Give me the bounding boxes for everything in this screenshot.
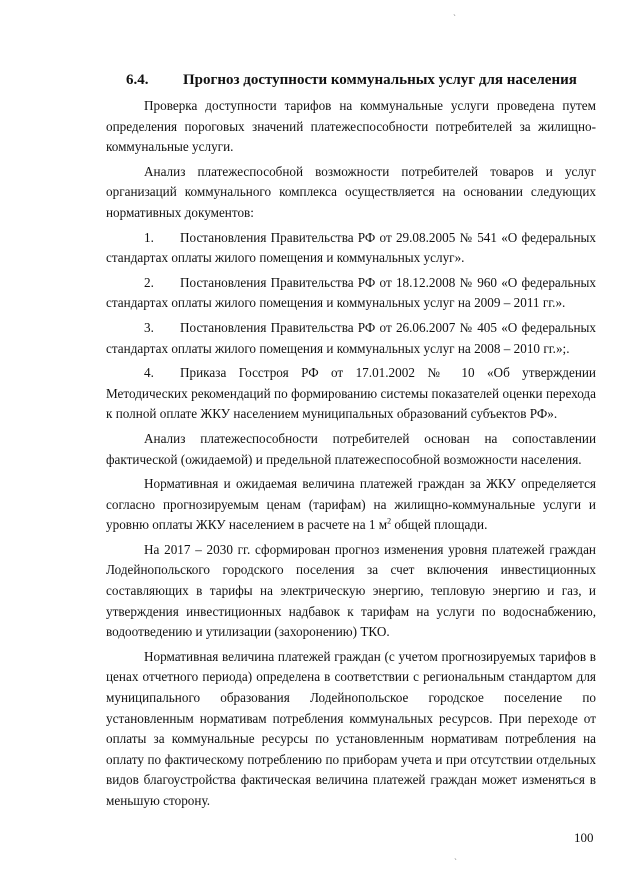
scan-mark-bottom: ˋ [454, 857, 457, 867]
paragraph-4 [106, 474, 596, 536]
paragraph-6: Нормативная величина платежей граждан (с учетом прогнозируемых тарифов в ценах отчетного периода) определена в соответствии с региональным стандартом для муниципального образования Лодейнопольское городское поселение по установленным нормативам потребления коммунальных ресурсов. При переходе от оплаты за коммунальные ресурсы по установленным нормативам потребления на оплату по фактическому потреблению по приборам учета и при отсутствии отдельных видов благоустройства фактическая величина платежей граждан может изменяться в меньшую сторону. [106, 648, 596, 808]
section-number: 6.4. [126, 72, 149, 88]
list-item-text: Постановления Правительства РФ от 29.08.2005 № 541 «О федеральных стандартах оплаты жилого помещения и коммунальных услуг». [106, 229, 596, 266]
list-item [106, 273, 596, 314]
paragraph-1: Проверка доступности тарифов на коммунальные услуги проведена путем определения пороговых значений платежеспособности потребителей за жилищно-коммунальные услуги. [106, 98, 596, 155]
section-heading [126, 71, 596, 89]
list-item-text: Постановления Правительства РФ от 26.06.2007 № 405 «О федеральных стандартах оплаты жилого помещения и коммунальных услуг на 2008 – 2010 гг.»;. [106, 319, 596, 356]
list-item [106, 318, 596, 359]
paragraph-3: Анализ платежеспособности потребителей основан на сопоставлении фактической (ожидаемой) и предельной платежеспособной возможности населения. [106, 430, 596, 467]
section-title: Прогноз доступности коммунальных услуг для населения [183, 72, 577, 88]
scan-mark-top: ˋ [453, 13, 456, 23]
paragraph-4-tail: общей площади. [391, 517, 488, 533]
list-item [106, 228, 596, 269]
document-body [106, 96, 596, 812]
list-item [106, 363, 596, 425]
paragraph-5: На 2017 – 2030 гг. сформирован прогноз изменения уровня платежей граждан Лодейнопольского городского поселения за счет включения инвестиционных составляющих в тарифы на электрическую энергию, тепловую энергию и газ, и утверждения инвестиционных надбавок к тарифам на услуги по водоснабжению, водоотведению и утилизации (захоронению) ТКО. [106, 541, 596, 640]
list-item-number: 2. [144, 274, 154, 290]
documents-list [106, 228, 596, 425]
page-number: 100 [574, 830, 594, 845]
superscript-square: 2 [387, 516, 392, 526]
paragraph-4-text: Нормативная и ожидаемая величина платежей граждан за ЖКУ определяется согласно прогнозируемым ценам (тарифам) на жилищно-коммунальные услуги и уровню оплаты ЖКУ населением в расчете на 1 м [106, 476, 596, 533]
list-item-number: 4. [144, 365, 154, 381]
list-item-number: 3. [144, 319, 154, 335]
list-item-text: Постановления Правительства РФ от 18.12.2008 № 960 «О федеральных стандартах оплаты жилого помещения и коммунальных услуг на 2009 – 2011 гг.». [106, 274, 596, 311]
list-item-text: Приказа Госстроя РФ от 17.01.2002 № 10 «Об утверждении Методических рекомендаций по формированию системы показателей оценки перехода к полной оплате ЖКУ населением муниципальных образований субъектов РФ». [106, 365, 596, 422]
list-item-number: 1. [144, 229, 154, 245]
paragraph-2: Анализ платежеспособной возможности потребителей товаров и услуг организаций коммунального комплекса осуществляется на основании следующих нормативных документов: [106, 163, 596, 220]
